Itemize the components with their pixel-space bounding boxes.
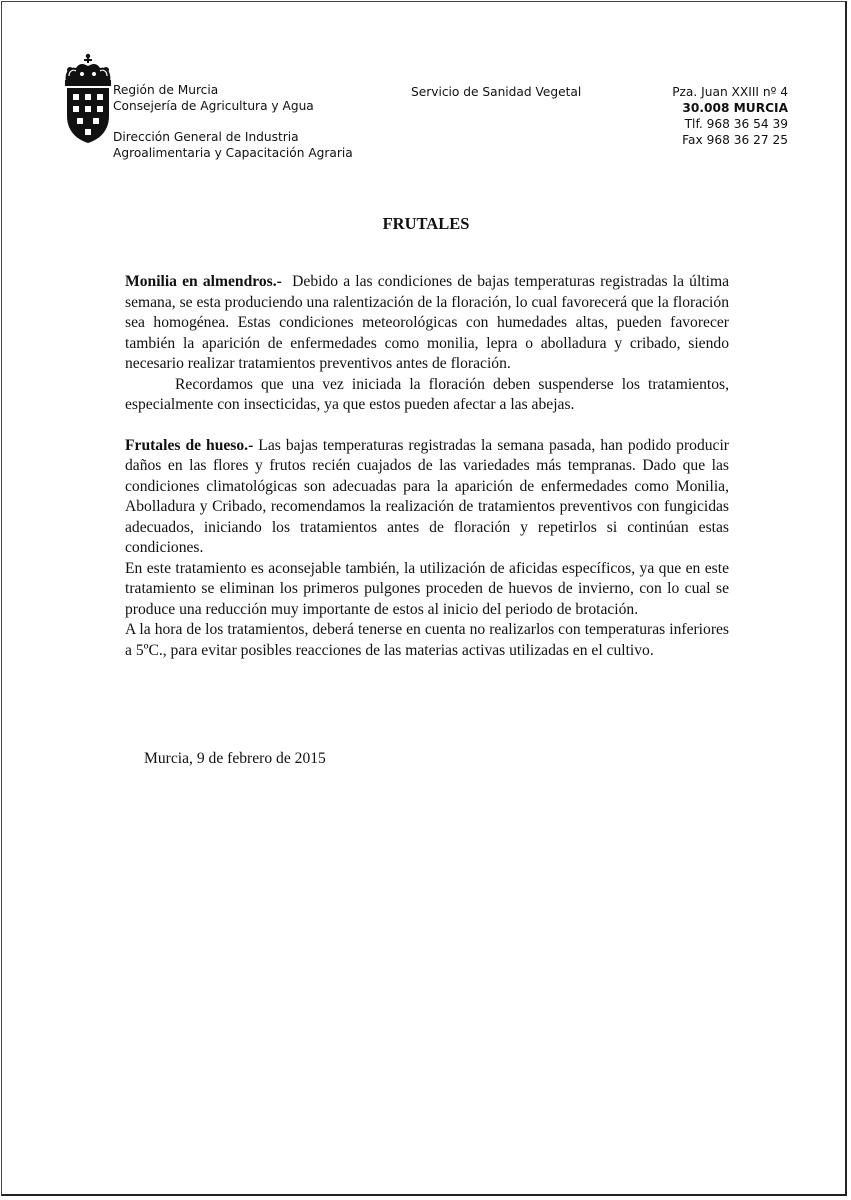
organization-block bbox=[113, 82, 353, 161]
address-fax: Fax 968 36 27 25 bbox=[682, 133, 788, 147]
section-paragraph: A la hora de los tratamientos, deberá tenerse en cuenta no realizarlos con temperaturas inferiores a 5ºC., para evitar posibles reacciones de las materias activas utilizadas en el cultivo. bbox=[125, 621, 729, 659]
region-name: Región de Murcia bbox=[113, 83, 219, 97]
region-coat-of-arms-icon bbox=[62, 52, 114, 144]
document-body bbox=[125, 272, 729, 661]
address-phone: Tlf. 968 36 54 39 bbox=[684, 117, 788, 131]
address-city: 30.008 MURCIA bbox=[682, 101, 788, 115]
directorate-line-2: Agroalimentaria y Capacitación Agraria bbox=[113, 146, 353, 160]
section-heading-frutales-hueso: Frutales de hueso.- bbox=[125, 436, 254, 454]
document-title: FRUTALES bbox=[382, 214, 470, 233]
address-street: Pza. Juan XXIII nº 4 bbox=[672, 85, 788, 99]
ministry-name: Consejería de Agricultura y Agua bbox=[113, 99, 314, 113]
section-heading-monilia: Monilia en almendros.- bbox=[125, 273, 282, 290]
section-paragraph: En este tratamiento es aconsejable también, la utilización de aficidas específicos, ya que en este tratamiento se eliminan los primeros pulgones proceden de huevos de invierno, con lo cual se produce una reducción muy importante de estos al inicio del periodo de brotación. bbox=[125, 559, 729, 618]
address-block bbox=[602, 84, 788, 148]
section-paragraph: Monilia en almendros.- Debido a las condiciones de bajas temperaturas registradas la última semana, se esta produciendo una ralentización de la floración, lo cual favorecerá que la floración sea homogénea. Estas condiciones meteorológicas con humedades altas, pueden favorecer también la aparición de enfermedades como monilia, lepra o abolladura y cribado, siendo necesario realizar tratamientos preventivos antes de floración. bbox=[125, 273, 730, 372]
document-page bbox=[1, 1, 847, 1196]
service-name: Servicio de Sanidad Vegetal bbox=[411, 85, 582, 99]
directorate-line-1: Dirección General de Industria bbox=[113, 130, 299, 144]
section-paragraph: Frutales de hueso.- Las bajas temperaturas registradas la semana pasada, han podido producir daños en las flores y frutos recién cuajados de las variedades más tempranas. Dado que las condiciones climatológicas son adecuadas para la aparición de enfermedades como Monilia, Abolladura y Cribado, recomendamos la realización de tratamientos preventivos con fungicidas adecuados, iniciando los tratamientos antes de floración y repetirlos si continúan estas condiciones. bbox=[125, 436, 730, 556]
document-date: Murcia, 9 de febrero de 2015 bbox=[144, 750, 326, 767]
section-paragraph: Recordamos que una vez iniciada la floración deben suspenderse los tratamientos, especialmente con insecticidas, ya que estos pueden afectar a las abejas. bbox=[125, 375, 729, 413]
